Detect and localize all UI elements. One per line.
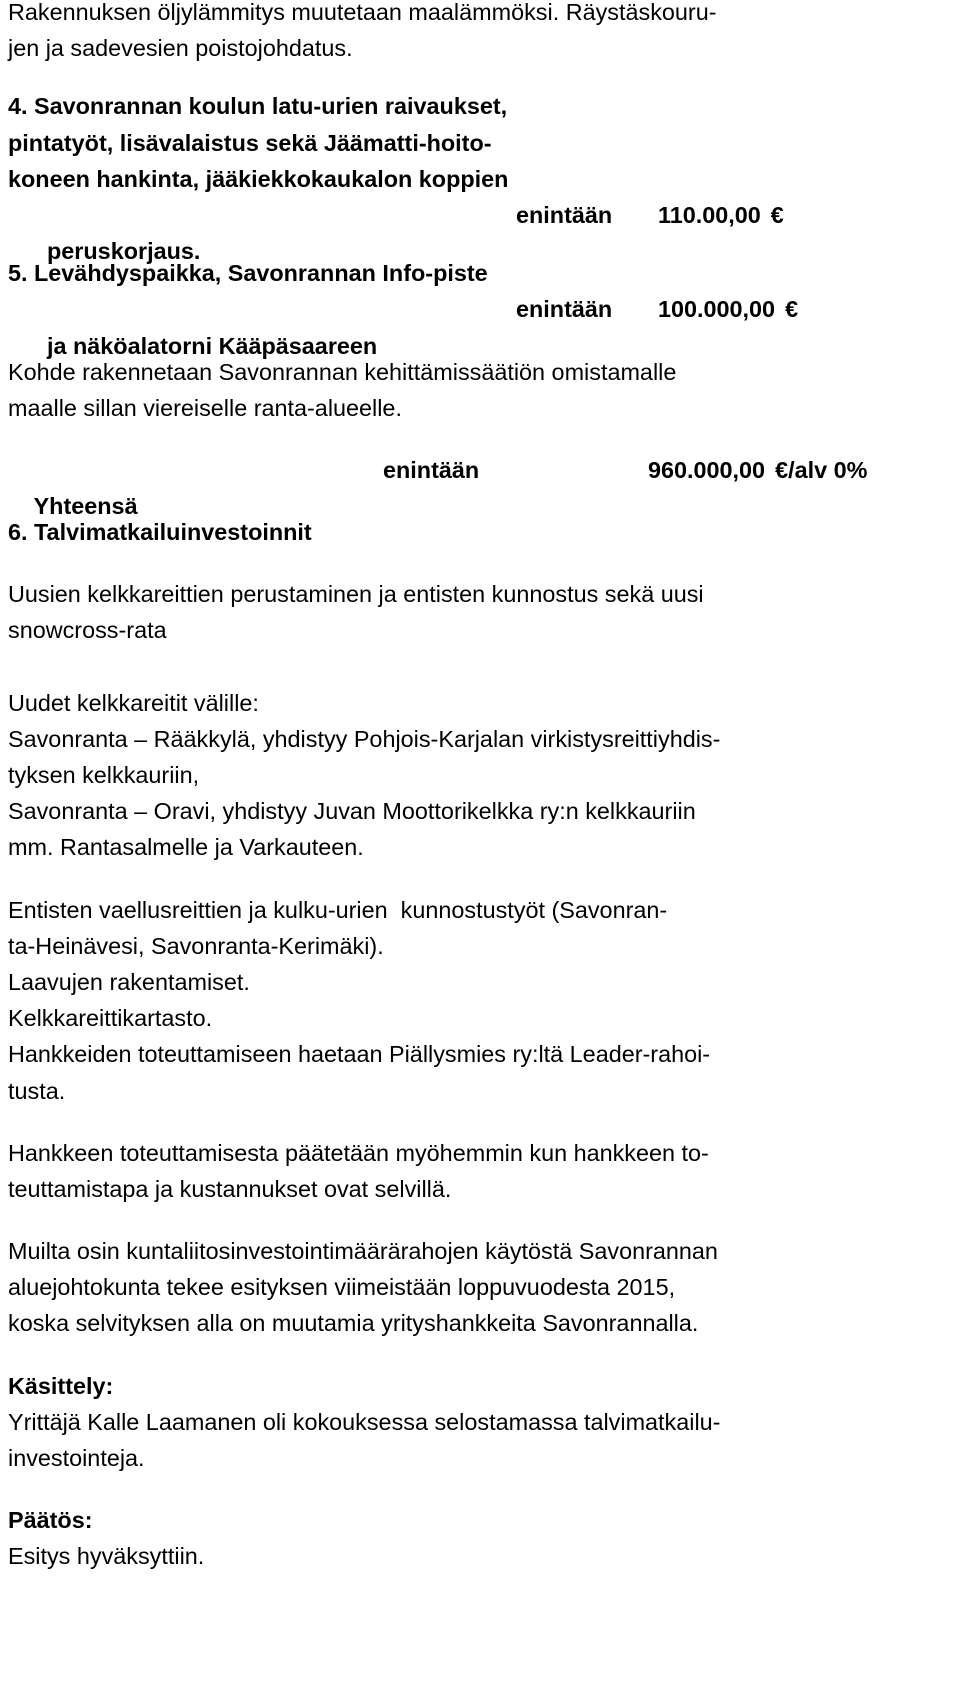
decision-heading: Päätös: — [8, 1507, 93, 1534]
item-5-amount-row — [8, 291, 948, 359]
item-5-currency: € — [785, 296, 799, 323]
total-suffix: €/alv 0% — [775, 456, 868, 483]
item-6-para4-line-2: teuttamistapa ja kustannukset ovat selvillä. — [8, 1175, 452, 1202]
item-4-amount-row — [8, 197, 948, 265]
item-6-para3-line-1: Entisten vaellusreittien ja kulku-urien kunnostustyöt (Savonran- — [8, 896, 668, 923]
processing-line-2: investointeja. — [8, 1445, 145, 1471]
item-6-para2-line-2: Savonranta – Rääkkylä, yhdistyy Pohjois-Karjalan virkistysreittiyhdis- — [8, 725, 721, 752]
item-4-line-1: 4. Savonrannan koulun latu-urien raivaukset, — [8, 93, 508, 120]
decision-text: Esitys hyväksyttiin. — [8, 1543, 205, 1570]
total-amount — [648, 452, 867, 488]
item-5-last-line: ja näköalatorni Kääpäsaareen — [47, 332, 378, 359]
processing-heading: Käsittely: — [8, 1372, 114, 1399]
item-6-para2-line-1: Uudet kelkkareitit välille: — [8, 689, 259, 716]
processing-line-1: Yrittäjä Kalle Laamanen oli kokouksessa selostamassa talvimatkailu- — [8, 1408, 721, 1435]
item-6-para1-line-1: Uusien kelkkareittien perustaminen ja entisten kunnostus sekä uusi — [8, 581, 704, 608]
intro-line-2: jen ja sadevesien poistojohdatus. — [8, 35, 353, 62]
item-6-para5-line-1: Muilta osin kuntaliitosinvestointimäärärahojen käytöstä Savonrannan — [8, 1238, 718, 1265]
item-6-para4-line-1: Hankkeen toteuttamisesta päätetään myöhemmin kun hankkeen to- — [8, 1139, 709, 1166]
total-label: Yhteensä — [33, 493, 138, 520]
item-4-amount — [658, 197, 784, 233]
item-4-line-2: pintatyöt, lisävalaistus sekä Jäämatti-hoito- — [8, 129, 492, 156]
total-limit-label: enintään — [383, 456, 480, 483]
item-5-limit-label: enintään — [516, 296, 613, 323]
item-5-note-line-1: Kohde rakennetaan Savonrannan kehittämissäätiön omistamalle — [8, 358, 677, 385]
item-6-para3-line-4: Kelkkareittikartasto. — [8, 1005, 213, 1032]
document-page — [8, 0, 948, 1575]
intro-line-1: Rakennuksen öljylämmitys muutetaan maalämmöksi. Räystäskouru- — [8, 0, 717, 25]
item-6-para3-line-2: ta-Heinävesi, Savonranta-Kerimäki). — [8, 932, 384, 959]
item-4-amount-value: 110.00,00 — [658, 201, 761, 228]
item-4-last-line: peruskorjaus. — [47, 238, 201, 265]
item-5-amount-value: 100.000,00 — [658, 296, 776, 323]
item-6-para5-line-2: aluejohtokunta tekee esityksen viimeistään loppuvuodesta 2015, — [8, 1274, 676, 1301]
item-6-para2-line-3: tyksen kelkkauriin, — [8, 762, 200, 788]
item-5-note-line-2: maalle sillan viereiselle ranta-alueelle. — [8, 394, 402, 421]
item-6-para3-line-3: Laavujen rakentamiset. — [8, 968, 250, 995]
item-6-para5-line-3: koska selvityksen alla on muutamia yrityshankkeita Savonrannalla. — [8, 1310, 699, 1337]
item-4 — [8, 88, 948, 265]
item-6-title: 6. Talvimatkailuinvestoinnit — [8, 519, 312, 546]
item-5 — [8, 255, 948, 426]
total-amount-value: 960.000,00 — [648, 456, 766, 483]
item-4-line-3: koneen hankinta, jääkiekkokaukalon koppien — [8, 165, 509, 192]
item-5-amount — [658, 291, 798, 327]
item-5-line-1: 5. Levähdyspaikka, Savonrannan Info-piste — [8, 260, 488, 287]
item-6-para3-line-6: tusta. — [8, 1077, 66, 1104]
item-4-limit-label: enintään — [516, 201, 613, 228]
total-row — [8, 452, 948, 520]
item-4-currency: € — [770, 201, 784, 228]
item-6-para2-line-4: Savonranta – Oravi, yhdistyy Juvan Moottorikelkka ry:n kelkkauriin — [8, 798, 696, 825]
item-6-para1-line-2: snowcross-rata — [8, 617, 167, 644]
item-6-para2-line-5: mm. Rantasalmelle ja Varkauteen. — [8, 834, 364, 861]
item-6-para3-line-5: Hankkeiden toteuttamiseen haetaan Piällysmies ry:ltä Leader-rahoi- — [8, 1041, 711, 1068]
